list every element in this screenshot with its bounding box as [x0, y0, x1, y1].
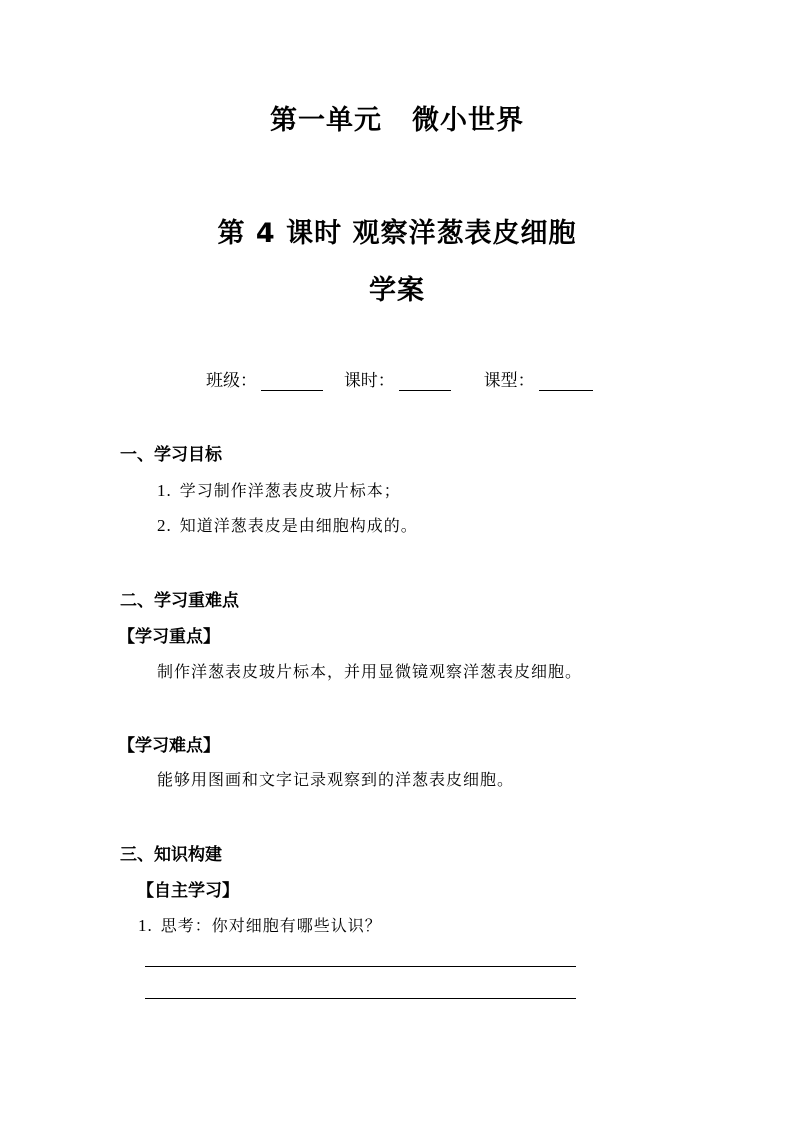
difficult-point-label: 【学习难点】	[118, 736, 220, 756]
section3-heading: 三、知识构建	[120, 845, 222, 865]
class-blank[interactable]	[261, 372, 323, 391]
period-label: 课时：	[343, 371, 395, 391]
question-num-1: 1.	[138, 916, 153, 935]
type-label: 课型：	[483, 371, 535, 391]
unit-title-main: 第一单元	[270, 105, 382, 136]
answer-line-2[interactable]	[145, 998, 576, 999]
section2-heading: 二、学习重难点	[120, 591, 239, 611]
objective-num-1: 1.	[157, 481, 172, 500]
unit-title	[0, 98, 794, 137]
objective-item-2	[157, 513, 418, 536]
question-text-1: 思考：你对细胞有哪些认识？	[160, 916, 382, 935]
key-point-label: 【学习重点】	[118, 627, 220, 647]
class-label: 班级：	[206, 371, 257, 391]
objective-text-2: 知道洋葱表皮是由细胞构成的。	[179, 516, 418, 535]
section1-heading: 一、学习目标	[120, 445, 222, 465]
objective-item-1	[157, 478, 401, 501]
doc-type-title: 学案	[369, 275, 425, 306]
objective-text-1: 学习制作洋葱表皮玻片标本；	[179, 481, 401, 500]
question-1	[138, 913, 382, 936]
objective-num-2: 2.	[157, 516, 172, 535]
lesson-title: 第 4 课时 观察洋葱表皮细胞	[217, 218, 577, 249]
unit-title-sub: 微小世界	[412, 105, 524, 136]
difficult-point-text: 能够用图画和文字记录观察到的洋葱表皮细胞。	[157, 770, 515, 789]
answer-line-1[interactable]	[145, 966, 576, 967]
self-study-label: 【自主学习】	[137, 881, 239, 901]
type-blank[interactable]	[539, 372, 593, 391]
key-point-text: 制作洋葱表皮玻片标本，并用显微镜观察洋葱表皮细胞。	[157, 662, 583, 681]
info-row	[206, 366, 593, 391]
period-blank[interactable]	[399, 372, 451, 391]
